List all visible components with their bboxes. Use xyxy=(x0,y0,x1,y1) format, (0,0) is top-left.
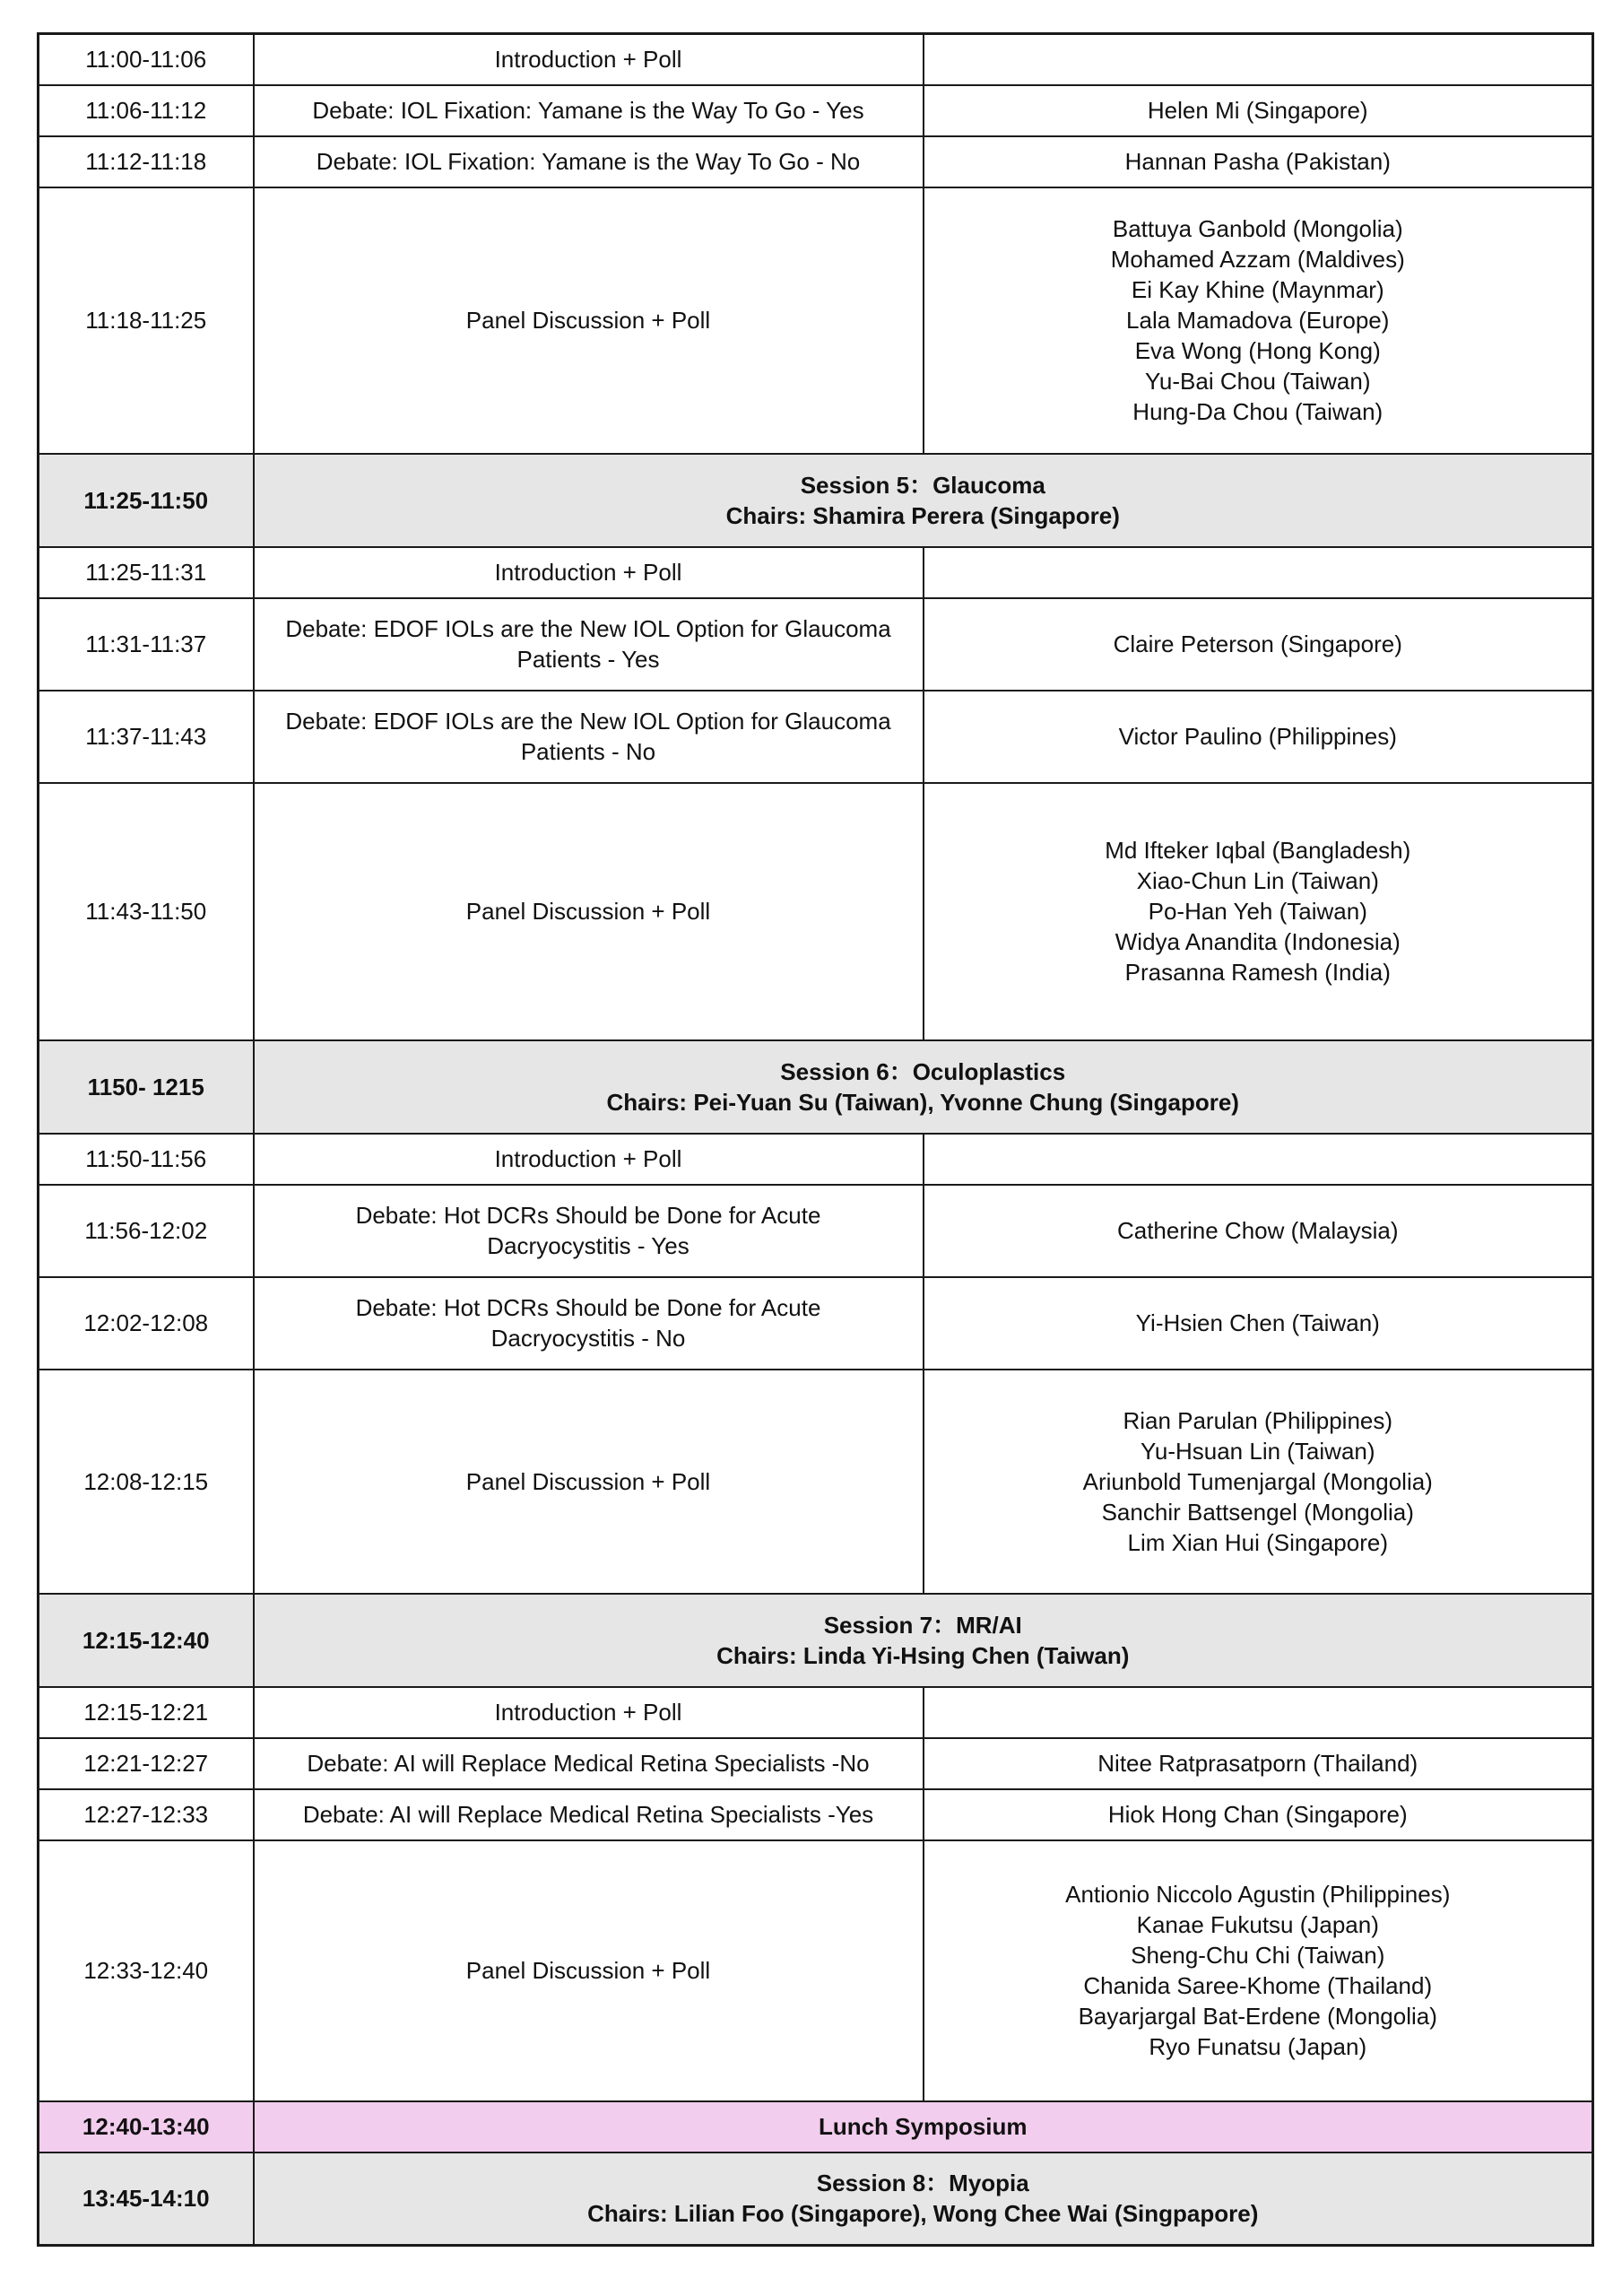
time-cell: 12:27-12:33 xyxy=(39,1789,254,1840)
speakers-cell xyxy=(924,1738,1593,1789)
session-header-cell xyxy=(254,454,1593,547)
speakers-cell xyxy=(924,187,1593,454)
topic-cell xyxy=(254,34,924,85)
schedule-row xyxy=(39,85,1593,136)
topic-line: Dacryocystitis - No xyxy=(490,1325,686,1352)
speaker-name: Rian Parulan (Philippines) xyxy=(1123,1406,1393,1434)
session-header-cell xyxy=(254,2152,1593,2246)
time-cell: 12:33-12:40 xyxy=(39,1840,254,2101)
topic-line: Introduction + Poll xyxy=(494,559,682,586)
session-chairs: Chairs: Pei-Yuan Su (Taiwan), Yvonne Chung (Singapore) xyxy=(606,1088,1239,1116)
topic-cell xyxy=(254,691,924,783)
time-cell: 11:25-11:31 xyxy=(39,547,254,598)
lunch-cell xyxy=(254,2101,1593,2152)
speaker-name: Hannan Pasha (Pakistan) xyxy=(1124,148,1391,175)
speaker-name: Widya Anandita (Indonesia) xyxy=(1115,928,1401,955)
session-title: Session 5：Glaucoma xyxy=(800,471,1045,499)
session-title: Session 7：MR/AI xyxy=(823,1611,1022,1639)
schedule-row xyxy=(39,1840,1593,2101)
speaker-name: Bayarjargal Bat-Erdene (Mongolia) xyxy=(1078,2003,1437,2030)
schedule-row xyxy=(39,34,1593,85)
speaker-name: Mohamed Azzam (Maldives) xyxy=(1110,246,1405,273)
time-cell: 11:56-12:02 xyxy=(39,1185,254,1277)
speaker-name: Yi-Hsien Chen (Taiwan) xyxy=(1135,1309,1380,1336)
schedule-document xyxy=(37,32,1592,2247)
topic-line: Dacryocystitis - Yes xyxy=(487,1232,690,1259)
speaker-name: Catherine Chow (Malaysia) xyxy=(1116,1217,1399,1244)
schedule-body xyxy=(39,34,1593,2246)
speaker-name: Ariunbold Tumenjargal (Mongolia) xyxy=(1082,1467,1433,1495)
topic-line: Patients - Yes xyxy=(516,646,660,673)
topic-line: Debate: Hot DCRs Should be Done for Acute xyxy=(355,1294,821,1321)
session-title: Session 8：Myopia xyxy=(816,2170,1029,2197)
topic-cell xyxy=(254,1134,924,1185)
schedule-row xyxy=(39,1277,1593,1370)
speaker-name: Yu-Hsuan Lin (Taiwan) xyxy=(1140,1437,1375,1465)
speakers-cell xyxy=(924,1277,1593,1370)
time-cell: 11:50-11:56 xyxy=(39,1134,254,1185)
schedule-row xyxy=(39,1370,1593,1594)
speakers-cell xyxy=(924,34,1593,85)
speakers-cell xyxy=(924,783,1593,1040)
speaker-name: Battuya Ganbold (Mongolia) xyxy=(1112,215,1403,242)
speaker-name: Lim Xian Hui (Singapore) xyxy=(1127,1528,1388,1556)
time-cell: 11:43-11:50 xyxy=(39,783,254,1040)
speakers-cell xyxy=(924,136,1593,187)
speakers-cell xyxy=(924,691,1593,783)
speaker-name: Sanchir Battsengel (Mongolia) xyxy=(1101,1498,1414,1526)
time-cell: 12:02-12:08 xyxy=(39,1277,254,1370)
schedule-row xyxy=(39,598,1593,691)
topic-line: Panel Discussion + Poll xyxy=(465,898,711,925)
speaker-name: Victor Paulino (Philippines) xyxy=(1118,723,1397,750)
topic-line: Introduction + Poll xyxy=(494,1145,682,1172)
topic-cell xyxy=(254,1738,924,1789)
speaker-name: Yu-Bai Chou (Taiwan) xyxy=(1145,368,1371,395)
time-cell: 11:31-11:37 xyxy=(39,598,254,691)
speakers-cell xyxy=(924,1840,1593,2101)
schedule-row xyxy=(39,1185,1593,1277)
session-chairs: Chairs: Lilian Foo (Singapore), Wong Chee Wai (Singpapore) xyxy=(587,2200,1259,2228)
time-cell: 11:25-11:50 xyxy=(39,454,254,547)
time-cell: 12:40-13:40 xyxy=(39,2101,254,2152)
time-cell: 12:08-12:15 xyxy=(39,1370,254,1594)
speaker-name: Ei Kay Khine (Maynmar) xyxy=(1131,276,1384,303)
speaker-name: Hiok Hong Chan (Singapore) xyxy=(1107,1801,1408,1828)
session-chairs: Chairs: Linda Yi-Hsing Chen (Taiwan) xyxy=(716,1641,1130,1669)
topic-line: Debate: EDOF IOLs are the New IOL Option for Glaucoma xyxy=(285,615,891,642)
speakers-cell xyxy=(924,1687,1593,1738)
schedule-row xyxy=(39,136,1593,187)
time-cell: 12:15-12:40 xyxy=(39,1594,254,1687)
topic-cell xyxy=(254,1185,924,1277)
schedule-row xyxy=(39,691,1593,783)
schedule-row xyxy=(39,1789,1593,1840)
time-cell: 11:37-11:43 xyxy=(39,691,254,783)
topic-cell xyxy=(254,136,924,187)
lunch-row xyxy=(39,2101,1593,2152)
time-cell: 12:21-12:27 xyxy=(39,1738,254,1789)
time-cell: 12:15-12:21 xyxy=(39,1687,254,1738)
topic-cell xyxy=(254,1277,924,1370)
topic-line: Introduction + Poll xyxy=(494,1699,682,1726)
speaker-name: Prasanna Ramesh (India) xyxy=(1124,959,1391,986)
speaker-name: Kanae Fukutsu (Japan) xyxy=(1136,1911,1379,1938)
schedule-row xyxy=(39,547,1593,598)
topic-line: Panel Discussion + Poll xyxy=(465,1957,711,1984)
schedule-row xyxy=(39,783,1593,1040)
lunch-title: Lunch Symposium xyxy=(818,2113,1028,2140)
speaker-name: Ryo Funatsu (Japan) xyxy=(1149,2033,1367,2060)
session-header-cell xyxy=(254,1594,1593,1687)
speaker-name: Claire Peterson (Singapore) xyxy=(1113,631,1402,657)
session-title: Session 6：Oculoplastics xyxy=(780,1057,1066,1085)
schedule-row xyxy=(39,1738,1593,1789)
topic-cell xyxy=(254,187,924,454)
speakers-cell xyxy=(924,1185,1593,1277)
speaker-name: Lala Mamadova (Europe) xyxy=(1126,307,1390,334)
session-header-cell xyxy=(254,1040,1593,1134)
topic-line: Debate: IOL Fixation: Yamane is the Way To Go - No xyxy=(316,148,861,175)
speakers-cell xyxy=(924,1134,1593,1185)
speakers-cell xyxy=(924,547,1593,598)
speaker-name: Helen Mi (Singapore) xyxy=(1147,97,1368,124)
topic-cell xyxy=(254,1370,924,1594)
schedule-table xyxy=(37,32,1594,2247)
session-chairs: Chairs: Shamira Perera (Singapore) xyxy=(725,501,1120,529)
topic-line: Patients - No xyxy=(520,738,656,765)
time-cell: 11:06-11:12 xyxy=(39,85,254,136)
speaker-name: Po-Han Yeh (Taiwan) xyxy=(1148,898,1367,925)
topic-cell xyxy=(254,1687,924,1738)
speakers-cell xyxy=(924,1370,1593,1594)
speaker-name: Chanida Saree-Khome (Thailand) xyxy=(1083,1972,1433,1999)
speaker-name: Eva Wong (Hong Kong) xyxy=(1134,337,1381,364)
topic-line: Panel Discussion + Poll xyxy=(465,1467,711,1495)
schedule-row xyxy=(39,187,1593,454)
topic-line: Debate: Hot DCRs Should be Done for Acute xyxy=(355,1202,821,1229)
speaker-name: Sheng-Chu Chi (Taiwan) xyxy=(1131,1942,1385,1969)
topic-line: Debate: EDOF IOLs are the New IOL Option for Glaucoma xyxy=(285,708,891,735)
schedule-row xyxy=(39,1134,1593,1185)
speakers-cell xyxy=(924,598,1593,691)
topic-line: Panel Discussion + Poll xyxy=(465,307,711,334)
session-header-row xyxy=(39,1594,1593,1687)
topic-cell xyxy=(254,1789,924,1840)
speaker-name: Md Ifteker Iqbal (Bangladesh) xyxy=(1105,837,1411,864)
time-cell: 11:18-11:25 xyxy=(39,187,254,454)
topic-line: Debate: IOL Fixation: Yamane is the Way To Go - Yes xyxy=(312,97,864,124)
topic-cell xyxy=(254,598,924,691)
schedule-row xyxy=(39,1687,1593,1738)
topic-cell xyxy=(254,85,924,136)
speakers-cell xyxy=(924,85,1593,136)
topic-cell xyxy=(254,1840,924,2101)
topic-line: Introduction + Poll xyxy=(494,46,682,74)
speaker-name: Xiao-Chun Lin (Taiwan) xyxy=(1136,867,1379,894)
topic-line: Debate: AI will Replace Medical Retina Specialists -No xyxy=(307,1750,870,1777)
time-cell: 11:00-11:06 xyxy=(39,34,254,85)
session-header-row xyxy=(39,2152,1593,2246)
time-cell: 13:45-14:10 xyxy=(39,2152,254,2246)
speakers-cell xyxy=(924,1789,1593,1840)
speaker-name: Nitee Ratprasatporn (Thailand) xyxy=(1097,1750,1418,1777)
speaker-name: Hung-Da Chou (Taiwan) xyxy=(1132,398,1383,425)
time-cell: 1150- 1215 xyxy=(39,1040,254,1134)
topic-cell xyxy=(254,547,924,598)
topic-cell xyxy=(254,783,924,1040)
time-cell: 11:12-11:18 xyxy=(39,136,254,187)
session-header-row xyxy=(39,1040,1593,1134)
topic-line: Debate: AI will Replace Medical Retina Specialists -Yes xyxy=(302,1801,874,1828)
session-header-row xyxy=(39,454,1593,547)
speaker-name: Antionio Niccolo Agustin (Philippines) xyxy=(1065,1881,1451,1908)
